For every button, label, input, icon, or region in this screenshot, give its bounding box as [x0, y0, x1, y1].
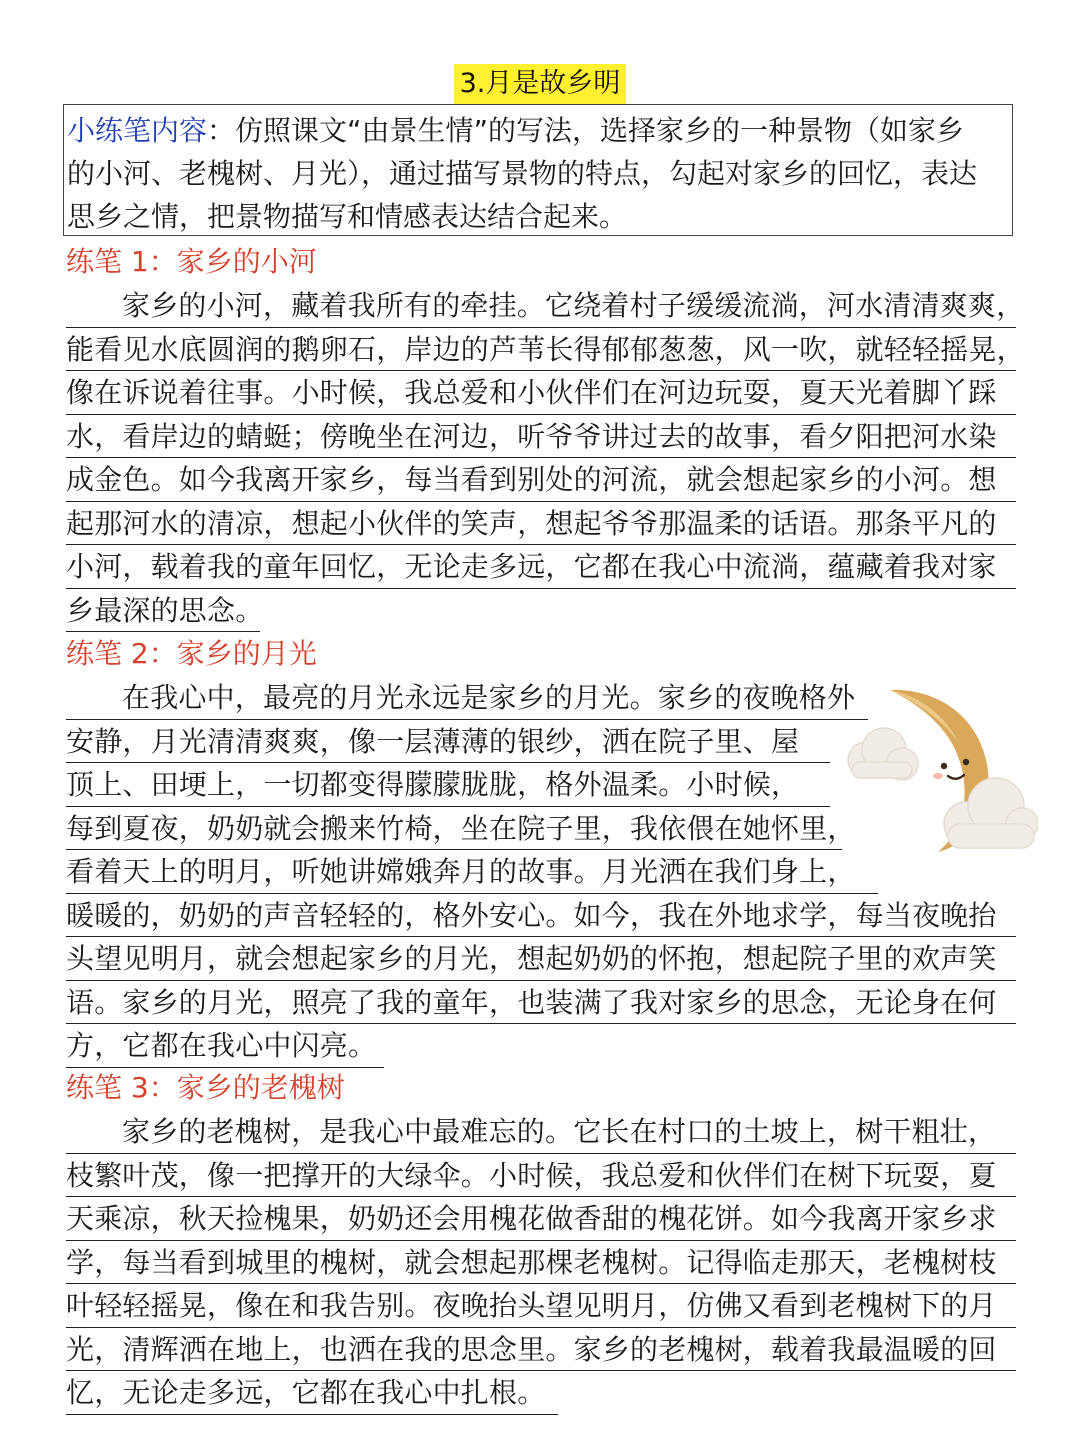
- paragraph-line: 起那河水的清凉，想起小伙伴的笑声，想起爷爷那温柔的话语。那条平凡的: [66, 502, 1016, 546]
- paragraph-line: 方，它都在我心中闪亮。: [66, 1024, 384, 1068]
- task-line-3: 思乡之情，把景物描写和情感表达结合起来。: [67, 200, 628, 233]
- paragraph-line: 像在诉说着往事。小时候，我总爱和小伙伴们在河边玩耍，夏天光着脚丫踩: [66, 371, 1016, 415]
- paragraph-line: 每到夏夜，奶奶就会搬来竹椅，坐在院子里，我依偎在她怀里，: [66, 807, 842, 851]
- paragraph-line: 头望见明月，就会想起家乡的月光，想起奶奶的怀抱，想起院子里的欢声笑: [66, 937, 1016, 981]
- paragraph-line: 天乘凉，秋天捡槐果，奶奶还会用槐花做香甜的槐花饼。如今我离开家乡求: [66, 1197, 1016, 1241]
- page-title: 3.月是故乡明: [454, 64, 627, 104]
- paragraph-line: 水，看岸边的蜻蜓；傍晚坐在河边，听爷爷讲过去的故事，看夕阳把河水染: [66, 415, 1016, 459]
- paragraph-line: 小河，载着我的童年回忆，无论走多远，它都在我心中流淌，蕴藏着我对家: [66, 545, 1016, 589]
- paragraph-line: 家乡的老槐树，是我心中最难忘的。它长在村口的土坡上，树干粗壮，: [66, 1110, 1016, 1154]
- section-2-heading: 练笔 2：家乡的月光: [66, 637, 317, 670]
- section-3-paragraph: [66, 1110, 1016, 1415]
- task-box: [63, 104, 1013, 236]
- paragraph-line: 语。家乡的月光，照亮了我的童年，也装满了我对家乡的思念，无论身在何: [66, 981, 1016, 1025]
- paragraph-line: 忆，无论走多远，它都在我心中扎根。: [66, 1371, 558, 1415]
- paragraph-line: 顶上、田埂上，一切都变得朦朦胧胧，格外温柔。小时候，: [66, 763, 830, 807]
- task-line-1-text: ：仿照课文“由景生情”的写法，选择家乡的一种景物（如家乡: [207, 114, 965, 147]
- section-1-heading: 练笔 1：家乡的小河: [66, 245, 317, 278]
- task-label: 小练笔内容: [67, 114, 208, 147]
- section-3-heading: 练笔 3：家乡的老槐树: [66, 1071, 345, 1104]
- paragraph-line: 光，清辉洒在地上，也洒在我的思念里。家乡的老槐树，载着我最温暖的回: [66, 1328, 1016, 1372]
- crescent-moon-icon: [838, 676, 1038, 876]
- paragraph-line: 乡最深的思念。: [66, 589, 260, 633]
- paragraph-line: 学，每当看到城里的槐树，就会想起那棵老槐树。记得临走那天，老槐树枝: [66, 1241, 1016, 1285]
- paragraph-line: 家乡的小河，藏着我所有的牵挂。它绕着村子缓缓流淌，河水清清爽爽，: [66, 284, 1016, 328]
- paragraph-line: 暖暖的，奶奶的声音轻轻的，格外安心。如今，我在外地求学，每当夜晚抬: [66, 894, 1016, 938]
- section-1-paragraph: [66, 284, 1025, 632]
- paragraph-line: 成金色。如今我离开家乡，每当看到别处的河流，就会想起家乡的小河。想: [66, 458, 1016, 502]
- title-wrap: [0, 64, 1080, 104]
- paragraph-line: 叶轻轻摇晃，像在和我告别。夜晚抬头望见明月，仿佛又看到老槐树下的月: [66, 1284, 1016, 1328]
- task-line-1: [67, 109, 1012, 152]
- paragraph-line: 安静，月光清清爽爽，像一层薄薄的银纱，洒在院子里、屋: [66, 720, 830, 764]
- task-line-2: 的小河、老槐树、月光），通过描写景物的特点，勾起对家乡的回忆，表达: [67, 157, 978, 190]
- paragraph-line: 看着天上的明月，听她讲嫦娥奔月的故事。月光洒在我们身上，: [66, 850, 878, 894]
- paragraph-line: 枝繁叶茂，像一把撑开的大绿伞。小时候，我总爱和伙伴们在树下玩耍，夏: [66, 1154, 1016, 1198]
- paragraph-line: 在我心中，最亮的月光永远是家乡的月光。家乡的夜晚格外: [66, 676, 868, 720]
- paragraph-line: 能看见水底圆润的鹅卵石，岸边的芦苇长得郁郁葱葱，风一吹，就轻轻摇晃，: [66, 328, 1016, 372]
